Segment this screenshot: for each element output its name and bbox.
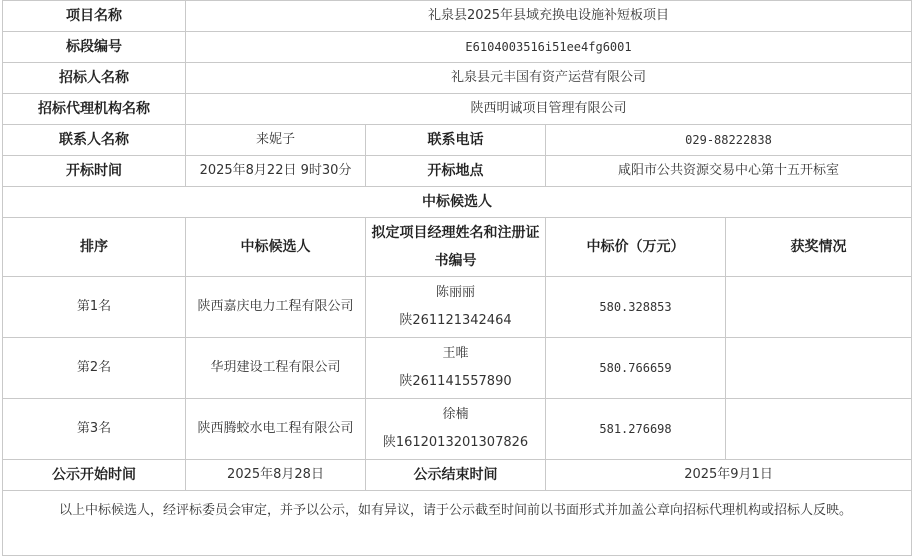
- candidates-header-row: [3, 218, 912, 277]
- candidate-company: 华玥建设工程有限公司: [186, 338, 366, 399]
- manager-cert: 陕1612013201307826: [382, 435, 529, 450]
- table-row: [3, 338, 912, 399]
- table-row: [3, 277, 912, 338]
- project-name-value: 礼泉县2025年县域充换电设施补短板项目: [186, 1, 912, 32]
- tenderer-value: 礼泉县元丰国有资产运营有限公司: [186, 63, 912, 94]
- phone-label: 联系电话: [366, 125, 546, 156]
- col-price-header: 中标价（万元）: [546, 218, 726, 277]
- row-agency: [3, 94, 912, 125]
- pub-end-value: 2025年9月1日: [546, 460, 912, 491]
- agency-label: 招标代理机构名称: [3, 94, 186, 125]
- row-publicity: [3, 460, 912, 491]
- candidate-award: [726, 277, 912, 338]
- contact-label: 联系人名称: [3, 125, 186, 156]
- candidate-manager: [366, 399, 546, 460]
- notice-text: 以上中标候选人，经评标委员会审定，并予以公示，如有异议，请于公示截至时间前以书面形式并加盖公章向招标代理机构或招标人反映。: [2, 491, 912, 556]
- candidate-rank: 第1名: [3, 277, 186, 338]
- pub-start-label: 公示开始时间: [3, 460, 186, 491]
- col-rank-header: 排序: [3, 218, 186, 277]
- open-place-value: 咸阳市公共资源交易中心第十五开标室: [546, 156, 912, 187]
- pub-start-value: 2025年8月28日: [186, 460, 366, 491]
- candidate-rank: 第2名: [3, 338, 186, 399]
- project-name-label: 项目名称: [3, 1, 186, 32]
- candidate-manager: [366, 338, 546, 399]
- tenderer-label: 招标人名称: [3, 63, 186, 94]
- tender-result-table: [2, 0, 912, 491]
- manager-name: 王唯: [442, 346, 469, 361]
- contact-value: 来妮子: [186, 125, 366, 156]
- candidate-award: [726, 399, 912, 460]
- row-section-code: [3, 32, 912, 63]
- col-manager-header: 拟定项目经理姓名和注册证书编号: [366, 218, 546, 277]
- row-project-name: [3, 1, 912, 32]
- phone-value: 029-88222838: [546, 125, 912, 156]
- open-place-label: 开标地点: [366, 156, 546, 187]
- row-open: [3, 156, 912, 187]
- candidate-price: 580.328853: [546, 277, 726, 338]
- row-contact: [3, 125, 912, 156]
- col-candidate-header: 中标候选人: [186, 218, 366, 277]
- row-candidates-title: [3, 187, 912, 218]
- candidate-rank: 第3名: [3, 399, 186, 460]
- table-row: [3, 399, 912, 460]
- candidate-company: 陕西腾蛟水电工程有限公司: [186, 399, 366, 460]
- candidate-price: 580.766659: [546, 338, 726, 399]
- section-code-label: 标段编号: [3, 32, 186, 63]
- manager-name: 徐楠: [442, 407, 469, 422]
- open-time-value: 2025年8月22日 9时30分: [186, 156, 366, 187]
- row-tenderer: [3, 63, 912, 94]
- col-award-header: 获奖情况: [726, 218, 912, 277]
- open-time-label: 开标时间: [3, 156, 186, 187]
- manager-cert: 陕261121342464: [399, 313, 512, 328]
- agency-value: 陕西明诚项目管理有限公司: [186, 94, 912, 125]
- pub-end-label: 公示结束时间: [366, 460, 546, 491]
- candidate-manager: [366, 277, 546, 338]
- candidates-title: 中标候选人: [3, 187, 912, 218]
- manager-cert: 陕261141557890: [399, 374, 512, 389]
- manager-name: 陈丽丽: [435, 285, 475, 300]
- candidate-award: [726, 338, 912, 399]
- candidate-price: 581.276698: [546, 399, 726, 460]
- candidate-company: 陕西嘉庆电力工程有限公司: [186, 277, 366, 338]
- section-code-value: E6104003516i51ee4fg6001: [186, 32, 912, 63]
